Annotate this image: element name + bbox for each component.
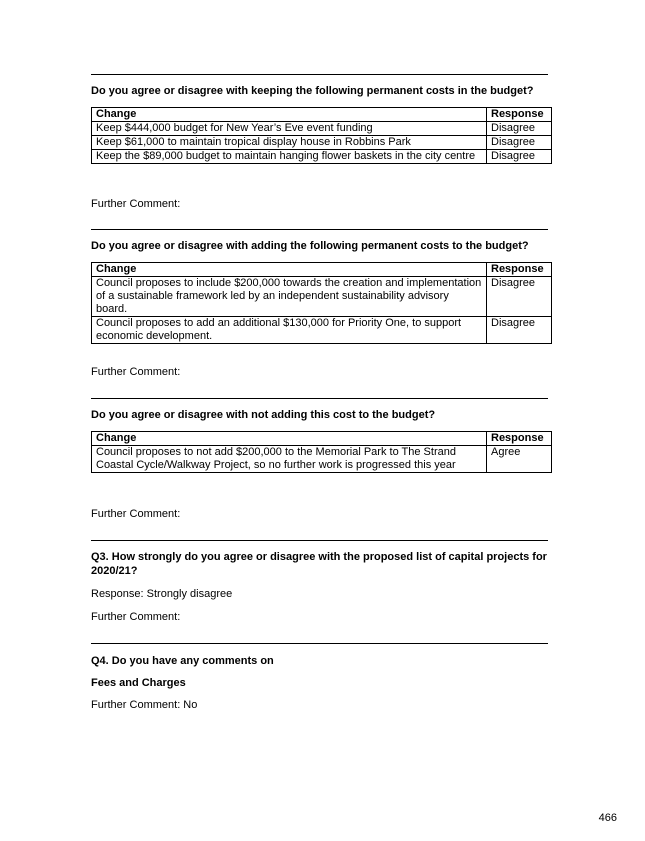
divider (91, 643, 548, 644)
section2-comment: Further Comment: (91, 366, 181, 378)
page-number: 466 (598, 812, 617, 824)
q3-question: Q3. How strongly do you agree or disagree with the proposed list of capital projects for 2020/21? (91, 551, 547, 577)
section1-table (91, 107, 552, 164)
change-cell: Council proposes to not add $200,000 to the Memorial Park to The Strand Coastal Cycle/Walkway Project, so no further work is progressed this year (92, 446, 487, 473)
q4-question: Q4. Do you have any comments on (91, 655, 274, 667)
change-cell: Keep the $89,000 budget to maintain hanging flower baskets in the city centre (92, 150, 487, 164)
response-cell: Agree (487, 446, 552, 473)
column-header-response: Response (487, 108, 552, 122)
change-cell: Keep $61,000 to maintain tropical display house in Robbins Park (92, 136, 487, 150)
response-cell: Disagree (487, 150, 552, 164)
section1-comment: Further Comment: (91, 198, 181, 210)
column-header-response: Response (487, 432, 552, 446)
response-cell: Disagree (487, 122, 552, 136)
section2-question: Do you agree or disagree with adding the following permanent costs to the budget? (91, 240, 529, 252)
table-row (92, 277, 552, 317)
section3-question: Do you agree or disagree with not adding this cost to the budget? (91, 409, 436, 421)
table-row (92, 136, 552, 150)
response-cell: Disagree (487, 136, 552, 150)
table-header-row (92, 432, 552, 446)
section1-question: Do you agree or disagree with keeping the following permanent costs in the budget? (91, 85, 534, 97)
q3-response: Response: Strongly disagree (91, 588, 233, 600)
table-row (92, 122, 552, 136)
table-header-row (92, 108, 552, 122)
section3-table (91, 431, 552, 473)
change-cell: Keep $444,000 budget for New Year’s Eve event funding (92, 122, 487, 136)
response-cell: Disagree (487, 317, 552, 344)
column-header-response: Response (487, 263, 552, 277)
divider (91, 74, 548, 75)
divider (91, 398, 548, 399)
q3-comment: Further Comment: (91, 611, 181, 623)
column-header-change: Change (92, 108, 487, 122)
divider (91, 540, 548, 541)
response-cell: Disagree (487, 277, 552, 317)
column-header-change: Change (92, 432, 487, 446)
table-row (92, 317, 552, 344)
divider (91, 229, 548, 230)
section3-comment: Further Comment: (91, 508, 181, 520)
table-row (92, 446, 552, 473)
change-cell: Council proposes to add an additional $130,000 for Priority One, to support economic development. (92, 317, 487, 344)
q4-comment: Further Comment: No (91, 699, 198, 711)
table-header-row (92, 263, 552, 277)
column-header-change: Change (92, 263, 487, 277)
section2-table (91, 262, 552, 344)
table-row (92, 150, 552, 164)
q4-subheading: Fees and Charges (91, 677, 186, 689)
change-cell: Council proposes to include $200,000 towards the creation and implementation of a sustainable framework led by an independent sustainability advisory board. (92, 277, 487, 317)
